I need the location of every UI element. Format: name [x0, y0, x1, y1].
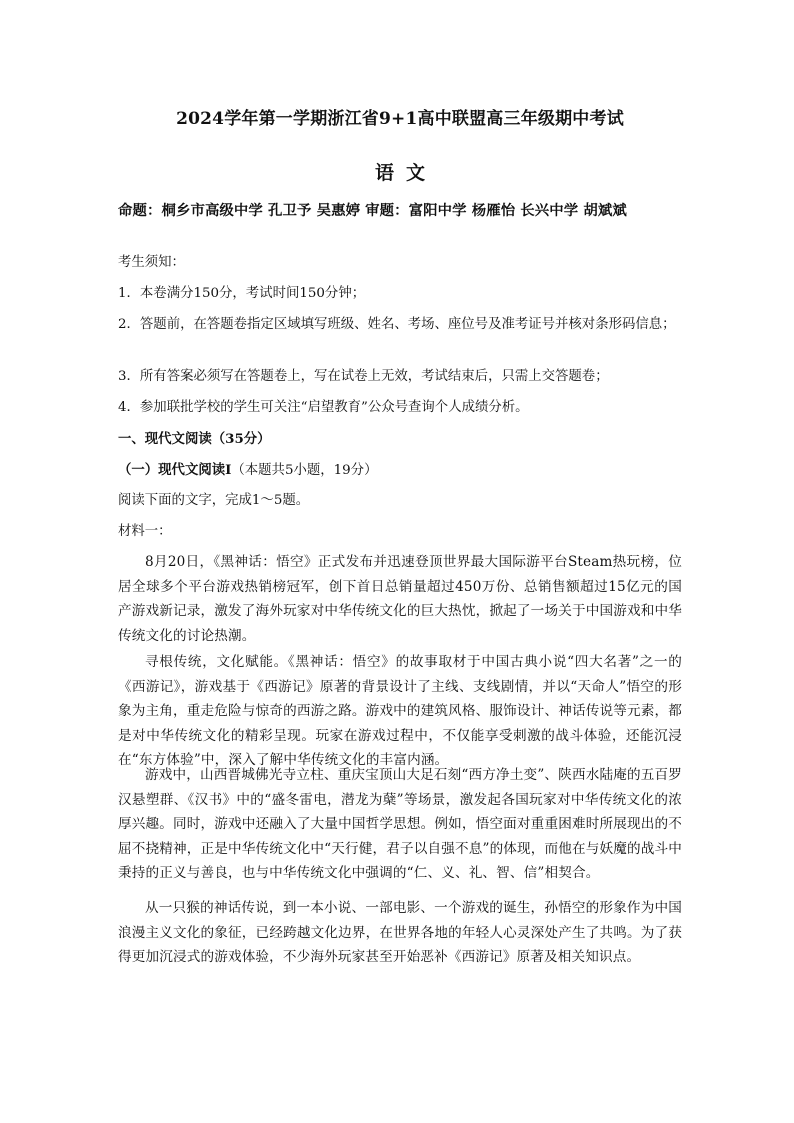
notice-item-2: 2．答题前，在答题卷指定区域填写班级、姓名、考场、座位号及准考证号并核对条形码信息； — [118, 317, 676, 332]
notice-heading: 考生须知： — [118, 255, 185, 270]
subsection-score: （本题共5小题，19分） — [231, 463, 378, 478]
paragraph-3: 游戏中，山西晋城佛光寺立柱、重庆宝顶山大足石刻“西方净土变”、陕西水陆庵的五百罗汉悬塑群、《汉书》中的“盛冬雷电，潜龙为蘖”等场景，激发起各国玩家对中华传统文化的浓厚兴趣。同时，游戏中还融入了大量中国哲学思想。例如，悟空面对重重困难时所展现出的不屈不挠精神，正是中华传统文化中“天行健，君子以自强不息”的体现，而他在与妖魔的战斗中秉持的正义与善良，也与中华传统文化中强调的“仁、义、礼、智、信”相契合。 — [118, 767, 682, 881]
material-label: 材料一： — [118, 524, 172, 539]
notice-item-4: 4．参加联批学校的学生可关注“启望教育”公众号查询个人成绩分析。 — [118, 400, 529, 415]
exam-page — [118, 0, 682, 1123]
subject-heading: 语文 — [374, 162, 437, 184]
subsection-heading — [118, 459, 682, 482]
notice-item-1: 1．本卷满分150分，考试时间150分钟； — [118, 286, 366, 301]
subsection-title: （一）现代文阅读Ⅰ — [118, 462, 232, 478]
reading-instruction: 阅读下面的文字，完成1～5题。 — [118, 493, 310, 508]
authors-line: 命题：桐乡市高级中学 孔卫予 吴惠婷 审题：富阳中学 杨雁怡 长兴中学 胡斌斌 — [118, 203, 627, 219]
exam-title: 2024学年第一学期浙江省9+1高中联盟高三年级期中考试 — [176, 109, 624, 129]
section-heading: 一、现代文阅读（35分） — [118, 431, 271, 447]
notice-item-3: 3．所有答案必须写在答题卷上，写在试卷上无效，考试结束后，只需上交答题卷； — [118, 369, 609, 384]
paragraph-4: 从一只猴的神话传说，到一本小说、一部电影、一个游戏的诞生，孙悟空的形象作为中国浪漫主义文化的象征，已经跨越文化边界，在世界各地的年轻人心灵深处产生了共鸣。为了获得更加沉浸式的游戏体验，不少海外玩家甚至开始恶补《西游记》原著及相关知识点。 — [118, 900, 682, 965]
paragraph-1: 8月20日，《黑神话：悟空》正式发布并迅速登顶世界最大国际游平台Steam热玩榜，位居全球多个平台游戏热销榜冠军，创下首日总销量超过450万份、总销售额超过15亿元的国产游戏新记录，激发了海外玩家对中华传统文化的巨大热忱，掀起了一场关于中国游戏和中华传统文化的讨论热潮。 — [118, 554, 682, 644]
paragraph-2: 寻根传统，文化赋能。《黑神话：悟空》的故事取材于中国古典小说“四大名著”之一的《西游记》，游戏基于《西游记》原著的背景设计了主线、支线剧情，并以“天命人”悟空的形象为主角，重走危险与惊奇的西游之路。游戏中的建筑风格、服饰设计、神话传说等元素，都是对中华传统文化的精彩呈现。玩家在游戏过程中，不仅能享受刺激的战斗体验，还能沉浸在“东方体验”中，深入了解中华传统文化的丰富内涵。 — [118, 654, 682, 768]
